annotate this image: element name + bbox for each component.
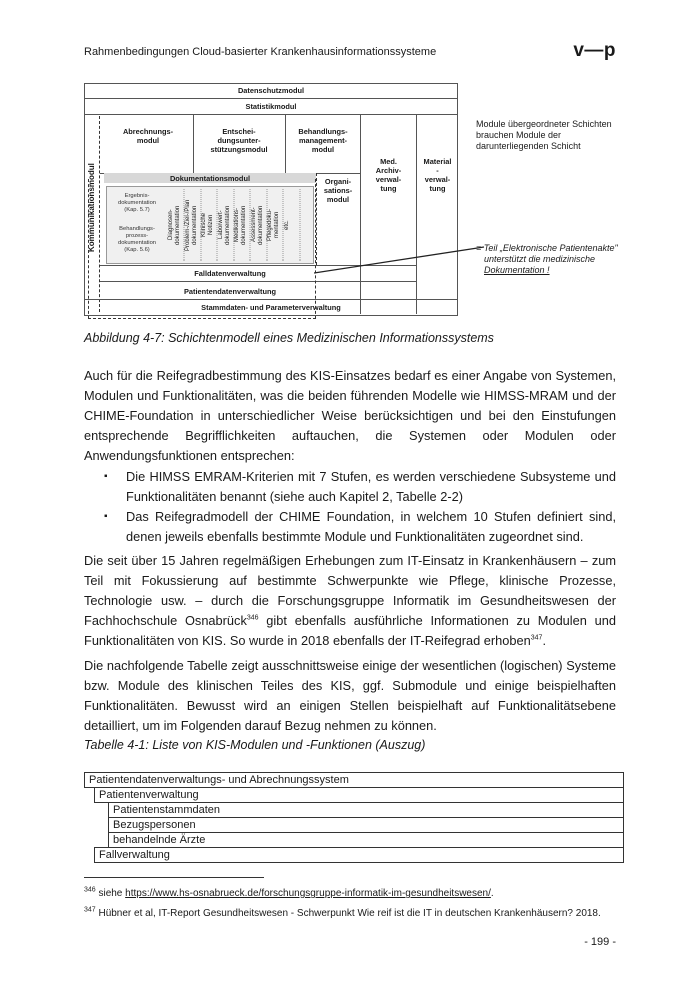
bullet-item: ▪ Die HIMSS EMRAM-Kriterien mit 7 Stufen, es werden verschiedene Subsysteme und Funktionalitäten benannt (siehe auch Kapitel 2, Tabelle 2-2) <box>104 467 616 507</box>
master-data-management-label: Stammdaten- und Parameterverwaltung <box>201 303 341 312</box>
bullet-item: ▪ Das Reifegradmodell der CHIME Foundation, in welchem 10 Stufen definiert sind, denen jeweils ebenfalls bestimmte Module und Funktionalitäten zugeordnet sind. <box>104 507 616 547</box>
publisher-logo: v—p <box>573 40 616 61</box>
billing-module-label: Abrechnungs- modul <box>122 127 174 145</box>
doc-type-column-0: Diagnosen- dokumentation <box>168 189 185 261</box>
footnote-link[interactable]: https://www.hs-osnabrueck.de/forschungsgruppe-informatik-im-gesundheitswesen/ <box>125 888 491 899</box>
doc-type-column-6: Pflegedoku- mentation <box>267 189 284 261</box>
paragraph-2: Die seit über 15 Jahren regelmäßigen Erhebungen zum IT-Einsatz in Krankenhäusern – zum Teil mit Fokussierung auf bestimmte Schwerpunkte wie Pflege, klinische Prozesse, Technologie usw. – durch die Forschungsgruppe Informatik im Gesundheitswesen der Fachhochschule Osnabrück$^{346}$ gibt ebenfalls ausführliche Informationen zu Modulen und Funktionalitäten von KIS. So wurde in 2018 ebenfalls der IT-Reifegrad erhoben$^{347}$. <box>84 553 617 648</box>
doc-type-column-5: Assessment- dokumentation <box>251 189 268 261</box>
documentation-module-label: Dokumentationsmodul <box>169 174 251 183</box>
table-row: behandelnde Ärzte <box>108 832 624 848</box>
figure-caption: Abbildung 4-7: Schichtenmodell eines Medizinischen Informationssystems <box>84 331 494 345</box>
table-row: Patientendatenverwaltungs- und Abrechnungssystem <box>84 772 624 788</box>
footnote-ref-346[interactable]: 346 <box>246 614 259 622</box>
header-title: Rahmenbedingungen Cloud-basierter Krankenhausinformationssysteme <box>84 46 437 58</box>
paragraph-3: Die nachfolgende Tabelle zeigt ausschnittsweise einige der wesentlichen (logischen) Systeme bzw. Module des klinischen Teiles des KIS, ggf. Submodule und einige beispielhaften Funktionalitäten. Bewusst wird an einigen Stellen beispielhaft auf Funktionalitätsebene detailliert, um im Folgenden darauf Bezug nehmen zu können. <box>84 658 616 733</box>
decision-support-module-label: Entschei- dungsunter- stützungsmodul <box>210 127 268 154</box>
treatment-process-documentation-label: Behandlungs- prozess- dokumentation (Kap. 5.6) <box>117 226 157 253</box>
footnote-ref-347[interactable]: 347 <box>530 634 543 642</box>
medical-archive-label: Med. Archiv- verwal- tung <box>375 157 402 193</box>
statistics-module-label: Statistikmodul <box>245 102 297 111</box>
layer-dependency-note: Module übergeordneter Schichten brauchen Module der darunterliegenden Schicht <box>476 119 612 151</box>
pointer-line <box>314 233 494 283</box>
doc-type-column-3: Laborwert- dokumentation <box>218 189 235 261</box>
epr-note-line1: = Teil „Elektronische Patientenakte" <box>476 243 618 253</box>
footnote-346: $^{346}$ siehe https://www.hs-osnabrueck.de/forschungsgruppe-informatik-im-gesundheitswesen/. <box>84 886 494 899</box>
layer-model-diagram <box>84 83 624 323</box>
table-caption: Tabelle 4-1: Liste von KIS-Modulen und -Funktionen (Auszug) <box>84 738 426 752</box>
organisation-module-label: Organi- sations- modul <box>323 177 353 204</box>
doc-type-column-1: Problem-/Ziel-/Plan dokumentation <box>185 189 202 261</box>
doc-type-column-7: etc. <box>284 189 301 261</box>
table-row: Fallverwaltung <box>94 847 624 863</box>
table-row: Patientenverwaltung <box>94 787 624 803</box>
footnote-347: $^{347}$ Hübner et al, IT-Report Gesundheitswesen - Schwerpunkt Wie reif ist die IT in deutschen Krankenhäusern? 2018. <box>84 906 601 919</box>
material-management-label: Material - verwal- tung <box>423 157 452 193</box>
epr-dashed-frame <box>88 179 316 319</box>
case-data-management-label: Falldatenverwaltung <box>194 269 266 278</box>
doc-type-column-2: Klinische Notizen <box>201 189 218 261</box>
table-row: Patientenstammdaten <box>108 802 624 818</box>
epr-note-line3: Dokumentation ! <box>484 265 550 275</box>
result-documentation-label: Ergebnis- dokumentation (Kap. 5.7) <box>117 193 157 213</box>
footnote-divider <box>84 877 264 878</box>
page-number: - 199 - <box>584 936 616 948</box>
communication-module-label: Kommunikationsmodul <box>87 163 96 253</box>
bullet-list <box>104 467 616 547</box>
epr-note-line2: unterstützt die medizinische <box>484 254 596 264</box>
patient-data-management-label: Patientendatenverwaltung <box>184 287 276 296</box>
table-row: Bezugspersonen <box>108 817 624 833</box>
privacy-module-label: Datenschutzmodul <box>237 86 305 95</box>
paragraph-1: Auch für die Reifegradbestimmung des KIS-Einsatzes bedarf es einer Angabe von Systemen, Modulen und Funktionalitäten, was die beiden führenden Modelle wie HIMSS-MRAM und der CHIME-Foundation in unterschiedlicher Weise berücksichtigen und bei den Einstufungen entsprechende Begrifflichkeiten auftauchen, die Systemen oder Modulen oder Anwendungsfunktionen entsprechen: <box>84 368 616 463</box>
treatment-management-module-label: Behandlungs- management- modul <box>298 127 348 154</box>
page-header <box>84 40 616 64</box>
doc-type-column-4: Medikations- dokumentation <box>234 189 251 261</box>
